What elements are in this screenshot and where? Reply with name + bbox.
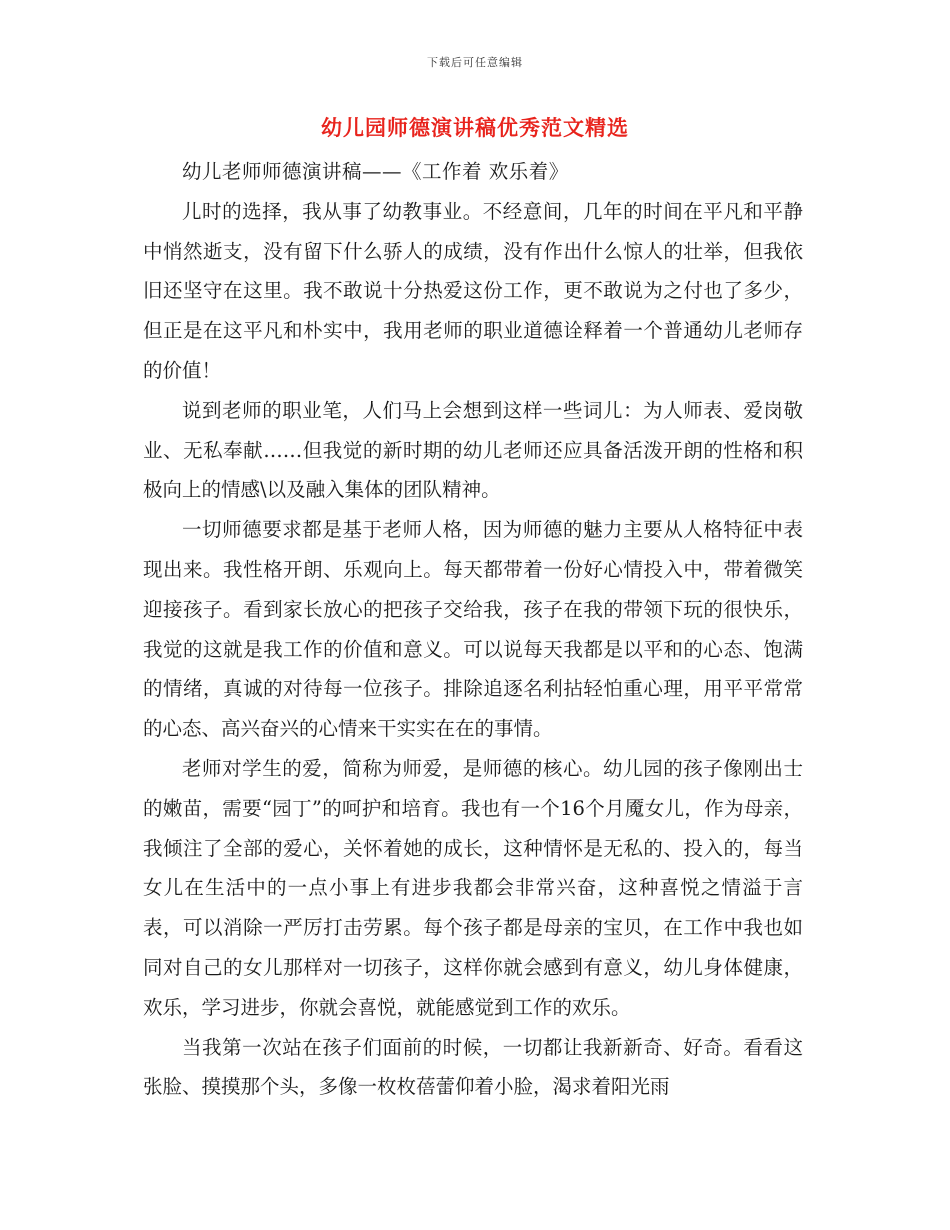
paragraph: 老师对学生的爱，简称为师爱，是师德的核心。幼儿园的孩子像刚出士的嫩苗，需要“园丁”的呵护和培育。我也有一个16个月魇女儿，作为母亲，我倾注了全部的爱心，关怀着她的成长，这种情怀是无私的、投入的，每当女儿在生活中的一点小事上有进步我都会非常兴奋，这种喜悦之情溢于言表，可以消除一严厉打击劳累。每个孩子都是母亲的宝贝，在工作中我也如同对自己的女儿那样对一切孩子，这样你就会感到有意义，幼儿身体健康，欢乐，学习进步，你就会喜悦，就能感觉到工作的欢乐。	[143, 756, 803, 1019]
paragraph: 儿时的选择，我从事了幼教事业。不经意间，几年的时间在平凡和平静中悄然逝支，没有留下什么骄人的成绩，没有作出什么惊人的壮举，但我依旧还坚守在这里。我不敢说十分热爱这份工作，更不敢说为之付也了多少，但正是在这平凡和朴实中，我用老师的职业道德诠释着一个普通幼儿老师存的价值！	[143, 199, 803, 382]
paragraph: 当我第一次站在孩子们面前的时候，一切都让我新新奇、好奇。看看这张脸、摸摸那个头，多像一枚枚蓓蕾仰着小脸，渴求着阳光雨	[143, 1035, 803, 1099]
document-title: 幼儿园师德演讲稿优秀范文精选	[321, 115, 629, 140]
paragraph: 说到老师的职业笔，人们马上会想到这样一些词儿：为人师表、爱岗敬业、无私奉献……但我觉的新时期的幼儿老师还应具备活泼开朗的性格和积极向上的情感\以及融入集体的团队精神。	[143, 398, 803, 502]
paragraph: 一切师德要求都是基于老师人格，因为师德的魅力主要从人格特征中表现出来。我性格开朗、乐观向上。每天都带着一份好心情投入中，带着微笑迎接孩子。看到家长放心的把孩子交给我，孩子在我的带领下玩的很快乐，我觉的这就是我工作的价值和意义。可以说每天我都是以平和的心态、饱满的情绪，真诚的对待每一位孩子。排除追逐名利拈轻怕重心理，用平平常常的心态、高兴奋兴的心情来干实实在在的事情。	[143, 518, 803, 741]
document-body	[143, 152, 803, 1107]
document-subtitle: 幼儿老师师德演讲稿——《工作着 欢乐着》	[182, 160, 569, 183]
page-header-note: 下载后可任意编辑	[427, 56, 523, 69]
